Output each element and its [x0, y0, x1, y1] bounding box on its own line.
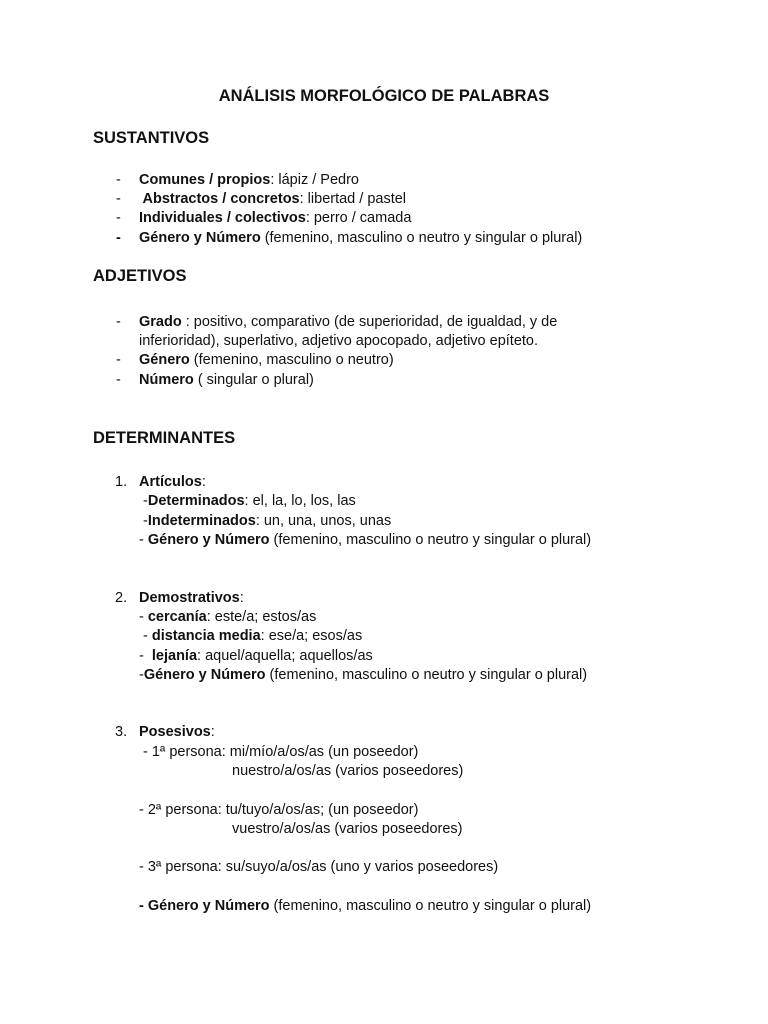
demostrativos-line [139, 646, 373, 666]
item-term: Artículos [139, 474, 202, 490]
posesivos-title [139, 722, 215, 742]
posesivos-genero-numero [139, 896, 591, 916]
adjetivos-heading: ADJETIVOS [93, 267, 187, 285]
document-title: ANÁLISIS MORFOLÓGICO DE PALABRAS [218, 87, 550, 105]
adjetivos-item-bullet: - [116, 314, 121, 330]
articulos-line [139, 530, 591, 550]
adjetivos-item-bullet: - [116, 352, 121, 368]
sustantivos-item [139, 189, 406, 209]
item-text: : aquel/aquella; aquellos/as [197, 648, 373, 664]
item-text: : lápiz / Pedro [270, 172, 359, 188]
demostrativos-line [143, 626, 362, 646]
item-text: : perro / camada [305, 210, 412, 226]
line-prefix: - [139, 532, 148, 548]
item-term: Número [139, 372, 194, 388]
item-term: Demostrativos [139, 590, 240, 606]
item-term: Posesivos [139, 724, 211, 740]
sustantivos-heading: SUSTANTIVOS [93, 129, 210, 147]
articulos-line [143, 511, 391, 531]
item-text: : libertad / pastel [299, 191, 407, 207]
demostrativos-title [139, 588, 244, 608]
item-term: Grado [139, 314, 182, 330]
sustantivos-item-bullet: - [116, 191, 121, 207]
determinantes-heading: DETERMINANTES [93, 429, 236, 447]
item-term: cercanía [147, 609, 207, 625]
item-text: ( singular o plural) [193, 372, 314, 388]
item-text: : [210, 724, 215, 740]
item-text: : [201, 474, 206, 490]
demostrativos-line [139, 665, 587, 685]
item-text: (femenino, masculino o neutro y singular o plural) [269, 532, 592, 548]
item-term: Individuales / colectivos [139, 210, 306, 226]
item-text: : el, la, lo, los, las [244, 493, 356, 509]
item-text: : positivo, comparativo (de superioridad, de igualdad, y de [181, 314, 558, 330]
sustantivos-item [139, 228, 582, 248]
item-term: Indeterminados [147, 513, 256, 529]
line-prefix: - [139, 648, 152, 664]
item-text: : [239, 590, 244, 606]
line-prefix: - [143, 493, 148, 509]
item-term: Género y Número [143, 667, 266, 683]
posesivos-first-person-plural: nuestro/a/os/as (varios poseedores) [232, 763, 464, 779]
line-prefix: - [139, 667, 144, 683]
adjetivos-item [139, 350, 394, 370]
line-prefix: - [139, 609, 148, 625]
item-text: (femenino, masculino o neutro y singular o plural) [265, 667, 588, 683]
item-term: - Género y Número [139, 898, 270, 914]
adjetivos-item [139, 312, 557, 332]
sustantivos-item-bullet: - [116, 172, 121, 188]
list-number: 1. [115, 474, 128, 490]
item-term: Género y Número [147, 532, 270, 548]
item-term: lejanía [151, 648, 198, 664]
sustantivos-item-bullet: - [116, 210, 121, 226]
item-text: : este/a; estos/as [206, 609, 317, 625]
adjetivos-item-continuation: inferioridad), superlativo, adjetivo apocopado, adjetivo epíteto. [139, 333, 539, 349]
item-term: Género y Número [139, 230, 261, 246]
item-term: distancia media [151, 628, 261, 644]
sustantivos-item [139, 170, 359, 190]
line-prefix: - [143, 628, 152, 644]
posesivos-second-person: - 2ª persona: tu/tuyo/a/os/as; (un poseedor) [139, 802, 419, 818]
item-text: (femenino, masculino o neutro) [189, 352, 394, 368]
item-term: Abstractos / concretos [139, 191, 300, 207]
item-text: : un, una, unos, unas [255, 513, 392, 529]
item-text: (femenino, masculino o neutro y singular o plural) [260, 230, 583, 246]
item-term: Género [139, 352, 190, 368]
posesivos-first-person: - 1ª persona: mi/mío/a/os/as (un poseedor) [143, 744, 419, 760]
articulos-title [139, 472, 206, 492]
item-text: : ese/a; esos/as [260, 628, 363, 644]
demostrativos-line [139, 607, 316, 627]
articulos-line [143, 491, 356, 511]
sustantivos-item [139, 208, 411, 228]
sustantivos-item-bullet: - [116, 230, 121, 246]
list-number: 3. [115, 724, 128, 740]
item-term: Comunes / propios [139, 172, 271, 188]
line-prefix: - [143, 513, 148, 529]
posesivos-second-person-plural: vuestro/a/os/as (varios poseedores) [232, 821, 463, 837]
item-text: (femenino, masculino o neutro y singular o plural) [269, 898, 592, 914]
item-term: Determinados [147, 493, 245, 509]
adjetivos-item [139, 370, 314, 390]
adjetivos-item-bullet: - [116, 372, 121, 388]
list-number: 2. [115, 590, 128, 606]
posesivos-third-person: - 3ª persona: su/suyo/a/os/as (uno y varios poseedores) [139, 859, 499, 875]
